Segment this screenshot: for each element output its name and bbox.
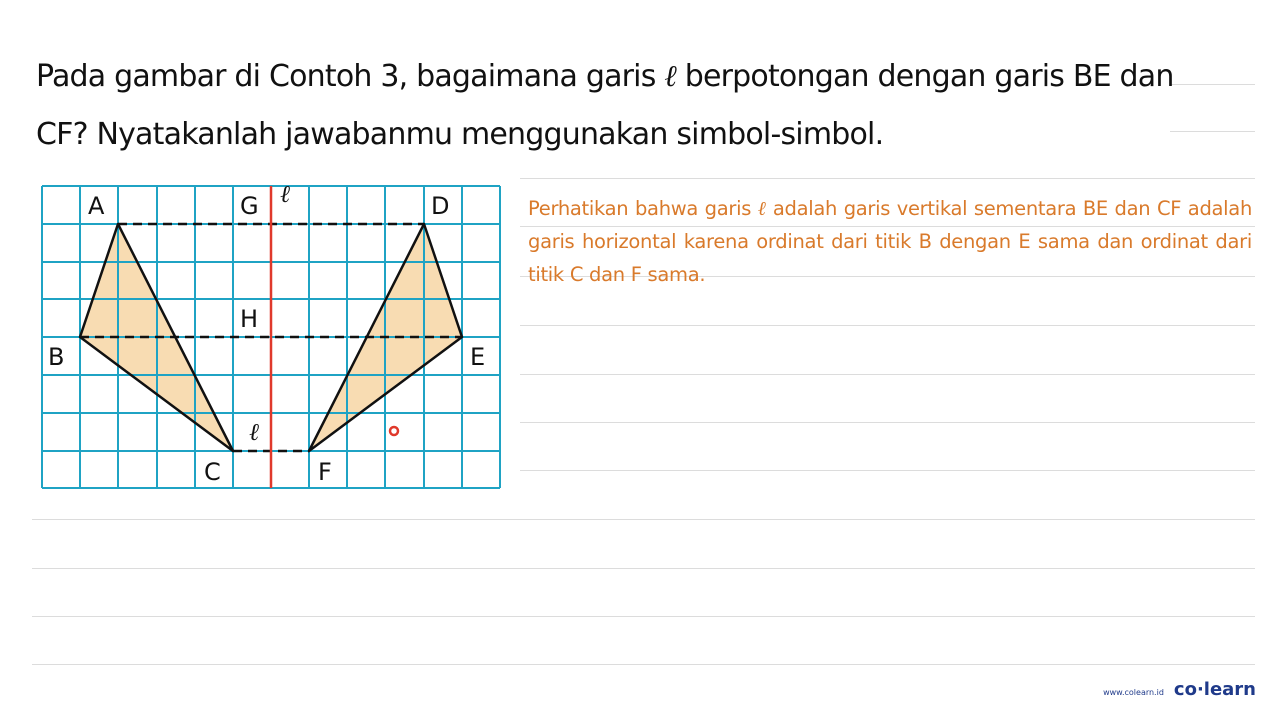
answer-part1: Perhatikan bahwa garis <box>528 197 758 220</box>
colearn-logo: co·learn <box>1173 679 1256 700</box>
ruled-line <box>32 519 1255 520</box>
answer-part2: adalah garis vertikal sementara BE dan CF adalah garis horizontal karena ordinat dari titik B dengan E sama dan ordinat dari titik C dan F sama. <box>528 197 1253 286</box>
label-ell-top: ℓ <box>280 182 290 208</box>
question-part1: Pada gambar di Contoh 3, bagaimana garis <box>36 59 665 94</box>
footer-url[interactable]: www.colearn.id <box>1103 688 1164 697</box>
footer <box>1103 679 1256 700</box>
label-h: H <box>240 305 259 333</box>
ruled-line <box>520 422 1255 423</box>
ruled-line <box>520 470 1255 471</box>
question-text <box>36 48 1176 164</box>
ruled-line <box>520 374 1255 375</box>
label-c: C <box>204 458 221 486</box>
ruled-line <box>32 568 1255 569</box>
geometry-figure <box>40 182 504 492</box>
label-e: E <box>470 343 486 371</box>
ruled-line <box>520 325 1255 326</box>
ruled-line <box>32 664 1255 665</box>
answer-symbol: ℓ <box>757 197 767 220</box>
marker-dot <box>390 427 398 435</box>
label-b: B <box>48 343 65 371</box>
ruled-line <box>1170 84 1255 85</box>
question-part2: berpotongan dengan garis BE dan CF? Nyatakanlah jawabanmu menggunakan simbol-simbol. <box>36 59 1174 152</box>
label-g: G <box>240 192 259 220</box>
grid-figure-svg <box>40 182 504 492</box>
ruled-line <box>1170 131 1255 132</box>
label-a: A <box>88 192 105 220</box>
answer-text <box>528 192 1252 291</box>
label-ell-bottom: ℓ <box>249 418 259 446</box>
ruled-line <box>32 616 1255 617</box>
ruled-line <box>520 178 1255 179</box>
label-f: F <box>318 458 332 486</box>
label-d: D <box>431 192 450 220</box>
question-symbol: ℓ <box>664 59 676 94</box>
